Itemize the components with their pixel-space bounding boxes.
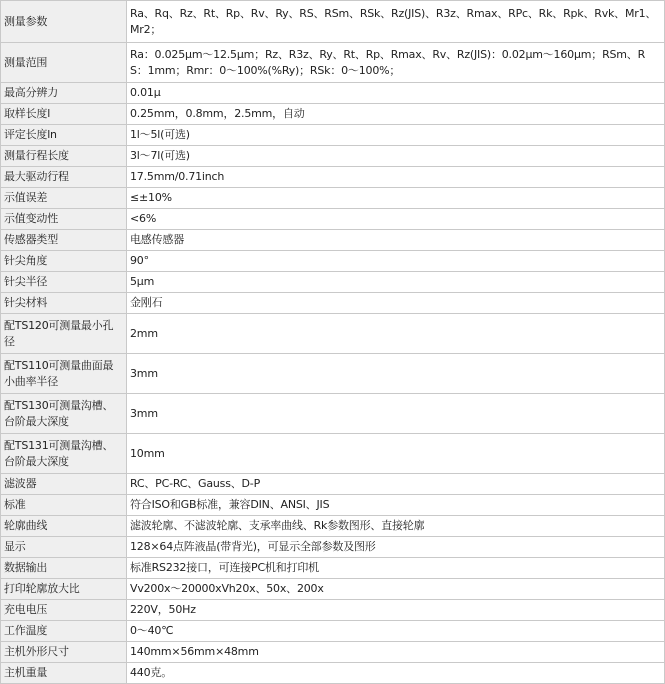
row-label: 主机外形尺寸 (1, 642, 127, 663)
row-label: 配TS120可测量最小孔径 (1, 314, 127, 354)
row-value: 5μm (127, 272, 665, 293)
row-value: Ra：0.025μm～12.5μm；Rz、R3z、Ry、Rt、Rp、Rmax、Rv、Rz(JIS)：0.02μm～160μm；RSm、RS：1mm；Rmr：0～100%(%Ry)；RSk：0～100%； (127, 43, 665, 83)
table-row (1, 537, 665, 558)
row-label: 轮廓曲线 (1, 516, 127, 537)
table-row (1, 314, 665, 354)
row-value: 440克。 (127, 663, 665, 684)
table-row (1, 621, 665, 642)
row-label: 针尖角度 (1, 251, 127, 272)
row-value: Vv200x～20000xVh20x、50x、200x (127, 579, 665, 600)
row-label: 示值误差 (1, 188, 127, 209)
table-row (1, 293, 665, 314)
row-label: 传感器类型 (1, 230, 127, 251)
row-value: 140mm×56mm×48mm (127, 642, 665, 663)
row-value: 0～40℃ (127, 621, 665, 642)
row-label: 测量参数 (1, 1, 127, 43)
row-value: 标准RS232接口，可连接PC机和打印机 (127, 558, 665, 579)
table-row (1, 394, 665, 434)
row-value: 电感传感器 (127, 230, 665, 251)
row-value: 金刚石 (127, 293, 665, 314)
table-row (1, 104, 665, 125)
table-row (1, 642, 665, 663)
table-row (1, 354, 665, 394)
row-value: 滤波轮廓、不滤波轮廓、支承率曲线、Rk参数图形、直接轮廓 (127, 516, 665, 537)
row-value: 3mm (127, 354, 665, 394)
row-value: ≤±10% (127, 188, 665, 209)
table-row (1, 434, 665, 474)
row-label: 显示 (1, 537, 127, 558)
row-label: 测量范围 (1, 43, 127, 83)
row-value: 2mm (127, 314, 665, 354)
table-row (1, 43, 665, 83)
row-label: 配TS130可测量沟槽、台阶最大深度 (1, 394, 127, 434)
table-row (1, 579, 665, 600)
row-value: Ra、Rq、Rz、Rt、Rp、Rv、Ry、RS、RSm、RSk、Rz(JIS)、R3z、Rmax、RPc、Rk、Rpk、Rvk、Mr1、Mr2； (127, 1, 665, 43)
row-label: 评定长度ln (1, 125, 127, 146)
table-row (1, 272, 665, 293)
row-label: 针尖半径 (1, 272, 127, 293)
row-value: RC、PC-RC、Gauss、D-P (127, 474, 665, 495)
row-label: 工作温度 (1, 621, 127, 642)
row-value: 220V，50Hz (127, 600, 665, 621)
row-value: <6% (127, 209, 665, 230)
row-value: 3l～7l(可选) (127, 146, 665, 167)
row-value: 128×64点阵液晶(带背光)，可显示全部参数及图形 (127, 537, 665, 558)
row-label: 配TS110可测量曲面最小曲率半径 (1, 354, 127, 394)
row-label: 主机重量 (1, 663, 127, 684)
table-row (1, 209, 665, 230)
table-row (1, 663, 665, 684)
table-row (1, 495, 665, 516)
row-label: 充电电压 (1, 600, 127, 621)
row-label: 滤波器 (1, 474, 127, 495)
table-row (1, 230, 665, 251)
row-label: 最大驱动行程 (1, 167, 127, 188)
row-value: 0.25mm，0.8mm，2.5mm，自动 (127, 104, 665, 125)
row-label: 打印轮廓放大比 (1, 579, 127, 600)
table-row (1, 516, 665, 537)
table-row (1, 1, 665, 43)
row-value: 符合ISO和GB标准，兼容DIN、ANSI、JIS (127, 495, 665, 516)
row-label: 取样长度l (1, 104, 127, 125)
row-label: 针尖材料 (1, 293, 127, 314)
row-label: 测量行程长度 (1, 146, 127, 167)
row-value: 17.5mm/0.71inch (127, 167, 665, 188)
table-row (1, 600, 665, 621)
table-row (1, 558, 665, 579)
table-row (1, 146, 665, 167)
table-row (1, 167, 665, 188)
table-row (1, 83, 665, 104)
row-label: 数据输出 (1, 558, 127, 579)
row-value: 3mm (127, 394, 665, 434)
table-row (1, 125, 665, 146)
table-row (1, 188, 665, 209)
row-value: 0.01μ (127, 83, 665, 104)
row-value: 1l～5l(可选) (127, 125, 665, 146)
row-label: 示值变动性 (1, 209, 127, 230)
table-row (1, 474, 665, 495)
row-label: 标准 (1, 495, 127, 516)
row-label: 配TS131可测量沟槽、台阶最大深度 (1, 434, 127, 474)
row-value: 90° (127, 251, 665, 272)
row-label: 最高分辨力 (1, 83, 127, 104)
row-value: 10mm (127, 434, 665, 474)
table-row (1, 251, 665, 272)
